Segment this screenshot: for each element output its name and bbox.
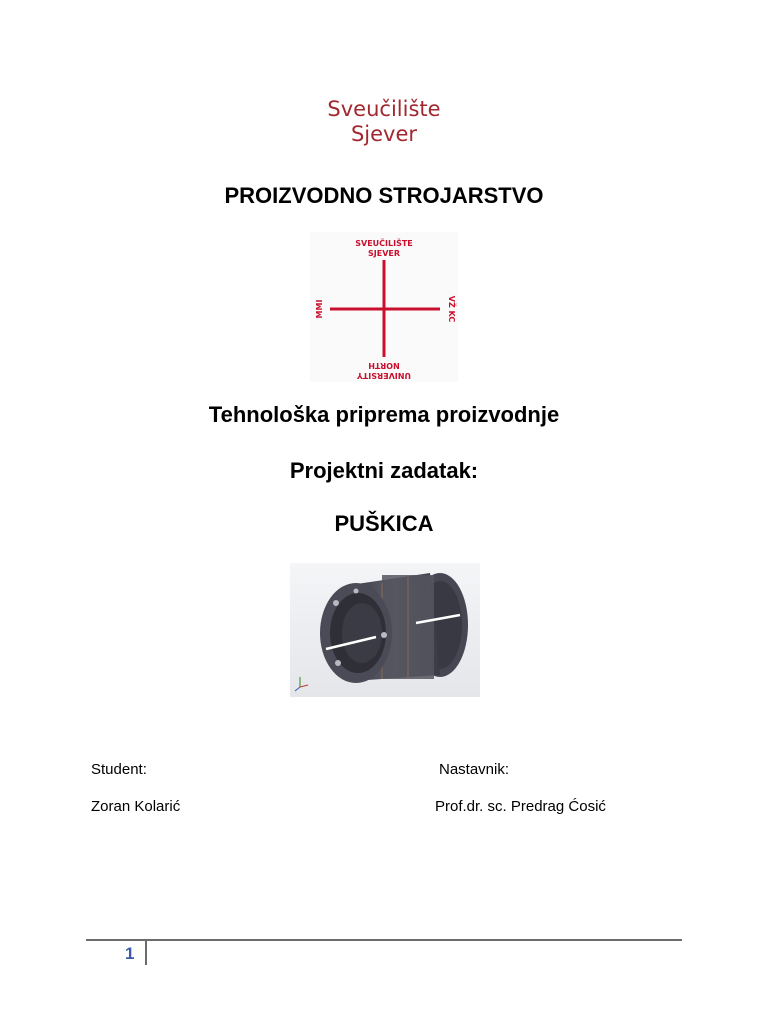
page-number: 1 <box>125 944 135 963</box>
course-title: Tehnološka priprema proizvodnje <box>208 402 560 427</box>
emblem-bottom-line2: NORTH <box>368 361 400 370</box>
bushing-3d-icon <box>290 563 480 697</box>
university-emblem <box>310 232 458 382</box>
teacher-name: Prof.dr. sc. Predrag Ćosić <box>435 798 606 815</box>
part-render-image <box>290 563 480 697</box>
emblem-top-line1: SVEUČILIŠTE <box>355 239 413 248</box>
emblem-bottom-line1: UNIVERSITY <box>357 371 411 380</box>
emblem-cross-icon <box>310 232 458 382</box>
university-name-line2: Sjever <box>350 122 418 146</box>
emblem-top-line2: SJEVER <box>367 249 401 258</box>
student-name: Zoran Kolarić <box>91 798 181 815</box>
emblem-right-label: VŽ KC <box>447 295 456 323</box>
assignment-name: PUŠKICA <box>334 511 434 536</box>
program-title: PROIZVODNO STROJARSTVO <box>224 183 544 208</box>
assignment-label: Projektni zadatak: <box>289 458 479 483</box>
teacher-label: Nastavnik: <box>439 761 510 778</box>
student-label: Student: <box>91 761 147 778</box>
university-name-line1: Sveučilište <box>327 97 441 121</box>
page-number-separator <box>145 941 147 965</box>
footer-divider <box>86 939 682 941</box>
emblem-left-label: MMI <box>315 299 324 319</box>
